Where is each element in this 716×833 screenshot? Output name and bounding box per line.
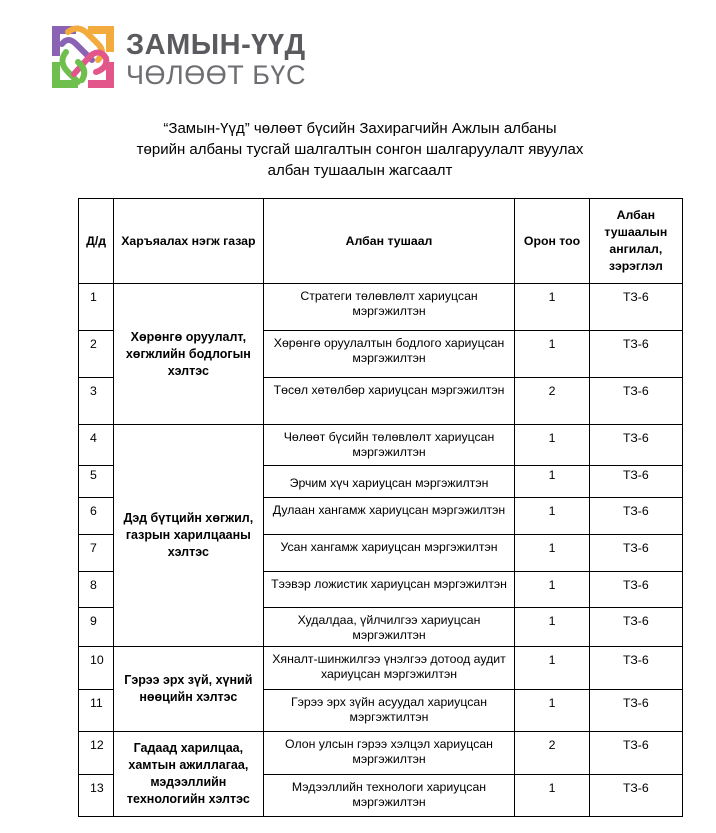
- header-position: Албан тушаал: [263, 199, 515, 284]
- table-row: [79, 425, 683, 466]
- header-no: Д/д: [79, 199, 114, 284]
- count-cell: 1: [515, 647, 589, 690]
- row-no: 9: [79, 608, 114, 647]
- position-cell: Төсөл хөтөлбөр хариуцсан мэргэжилтэн: [263, 378, 515, 425]
- unit-cell: Хөрөнгө оруулалт, хөгжлийн бодлогын хэлтэс: [114, 284, 263, 425]
- table-row: [79, 732, 683, 775]
- knot-logo-icon: [48, 22, 118, 92]
- row-no: 8: [79, 572, 114, 608]
- logo: [48, 22, 306, 94]
- count-cell: 1: [515, 775, 589, 817]
- grade-cell: ТЗ-6: [589, 498, 682, 535]
- grade-cell: ТЗ-6: [589, 535, 682, 572]
- count-cell: 1: [515, 535, 589, 572]
- grade-cell: ТЗ-6: [589, 378, 682, 425]
- header-count: Орон тоо: [515, 199, 589, 284]
- row-no: 10: [79, 647, 114, 690]
- table-row: [79, 647, 683, 690]
- title-line-1: “Замын-Үүд” чөлөөт бүсийн Захирагчийн Ажлын албаны: [163, 120, 557, 137]
- row-no: 5: [79, 466, 114, 498]
- position-cell: Гэрээ эрх зүйн асуудал хариуцсан мэргэжтилтэн: [263, 690, 515, 732]
- row-no: 12: [79, 732, 114, 775]
- position-cell: Эрчим хүч хариуцсан мэргэжилтэн: [263, 466, 515, 498]
- count-cell: 1: [515, 284, 589, 331]
- document-title: [80, 118, 640, 181]
- count-cell: 1: [515, 425, 589, 466]
- grade-cell: ТЗ-6: [589, 608, 682, 647]
- position-cell: Тээвэр ложистик хариуцсан мэргэжилтэн: [263, 572, 515, 608]
- grade-cell: ТЗ-6: [589, 647, 682, 690]
- table-row: [79, 284, 683, 331]
- row-no: 1: [79, 284, 114, 331]
- row-no: 4: [79, 425, 114, 466]
- grade-cell: ТЗ-6: [589, 425, 682, 466]
- grade-cell: ТЗ-6: [589, 572, 682, 608]
- position-cell: Чөлөөт бүсийн төлөвлөлт хариуцсан мэргэжилтэн: [263, 425, 515, 466]
- title-line-2: төрийн албаны тусгай шалгалтын сонгон шалгаруулалт явуулах: [136, 141, 584, 158]
- grade-cell: ТЗ-6: [589, 284, 682, 331]
- count-cell: 1: [515, 608, 589, 647]
- count-cell: 1: [515, 466, 589, 498]
- count-cell: 1: [515, 690, 589, 732]
- header-unit: Харъяалах нэгж газар: [114, 199, 263, 284]
- position-cell: Усан хангамж хариуцсан мэргэжилтэн: [263, 535, 515, 572]
- position-cell: Олон улсын гэрээ хэлцэл хариуцсан мэргэжилтэн: [263, 732, 515, 775]
- unit-cell: Гадаад харилцаа, хамтын ажиллагаа, мэдээллийн технологийн хэлтэс: [114, 732, 263, 817]
- position-cell: Хөрөнгө оруулалтын бодлого хариуцсан мэргэжилтэн: [263, 331, 515, 378]
- unit-cell: Дэд бүтцийн хөгжил, газрын харилцааны хэлтэс: [114, 425, 263, 647]
- count-cell: 2: [515, 732, 589, 775]
- grade-cell: ТЗ-6: [589, 690, 682, 732]
- positions-table: [78, 198, 683, 817]
- grade-cell: ТЗ-6: [589, 331, 682, 378]
- row-no: 6: [79, 498, 114, 535]
- position-cell: Дулаан хангамж хариуцсан мэргэжилтэн: [263, 498, 515, 535]
- title-line-3: албан тушаалын жагсаалт: [267, 162, 453, 179]
- count-cell: 1: [515, 331, 589, 378]
- logo-subtitle: ЧӨЛӨӨТ БҮС: [126, 60, 306, 90]
- count-cell: 1: [515, 572, 589, 608]
- header-grade: Албан тушаалын ангилал, зэрэглэл: [589, 199, 682, 284]
- row-no: 3: [79, 378, 114, 425]
- row-no: 7: [79, 535, 114, 572]
- position-cell: Стратеги төлөвлөлт хариуцсан мэргэжилтэн: [263, 284, 515, 331]
- grade-cell: ТЗ-6: [589, 732, 682, 775]
- count-cell: 2: [515, 378, 589, 425]
- logo-title: ЗАМЫН-ҮҮД: [126, 29, 306, 61]
- row-no: 13: [79, 775, 114, 817]
- row-no: 2: [79, 331, 114, 378]
- table-header-row: [79, 199, 683, 284]
- count-cell: 1: [515, 498, 589, 535]
- position-cell: Мэдээллийн технологи хариуцсан мэргэжилтэн: [263, 775, 515, 817]
- position-cell: Хяналт-шинжилгээ үнэлгээ дотоод аудит хариуцсан мэргэжилтэн: [263, 647, 515, 690]
- position-cell: Худалдаа, үйлчилгээ хариуцсан мэргэжилтэн: [263, 608, 515, 647]
- grade-cell: ТЗ-6: [589, 466, 682, 498]
- unit-cell: Гэрээ эрх зүй, хүний нөөцийн хэлтэс: [114, 647, 263, 732]
- grade-cell: ТЗ-6: [589, 775, 682, 817]
- row-no: 11: [79, 690, 114, 732]
